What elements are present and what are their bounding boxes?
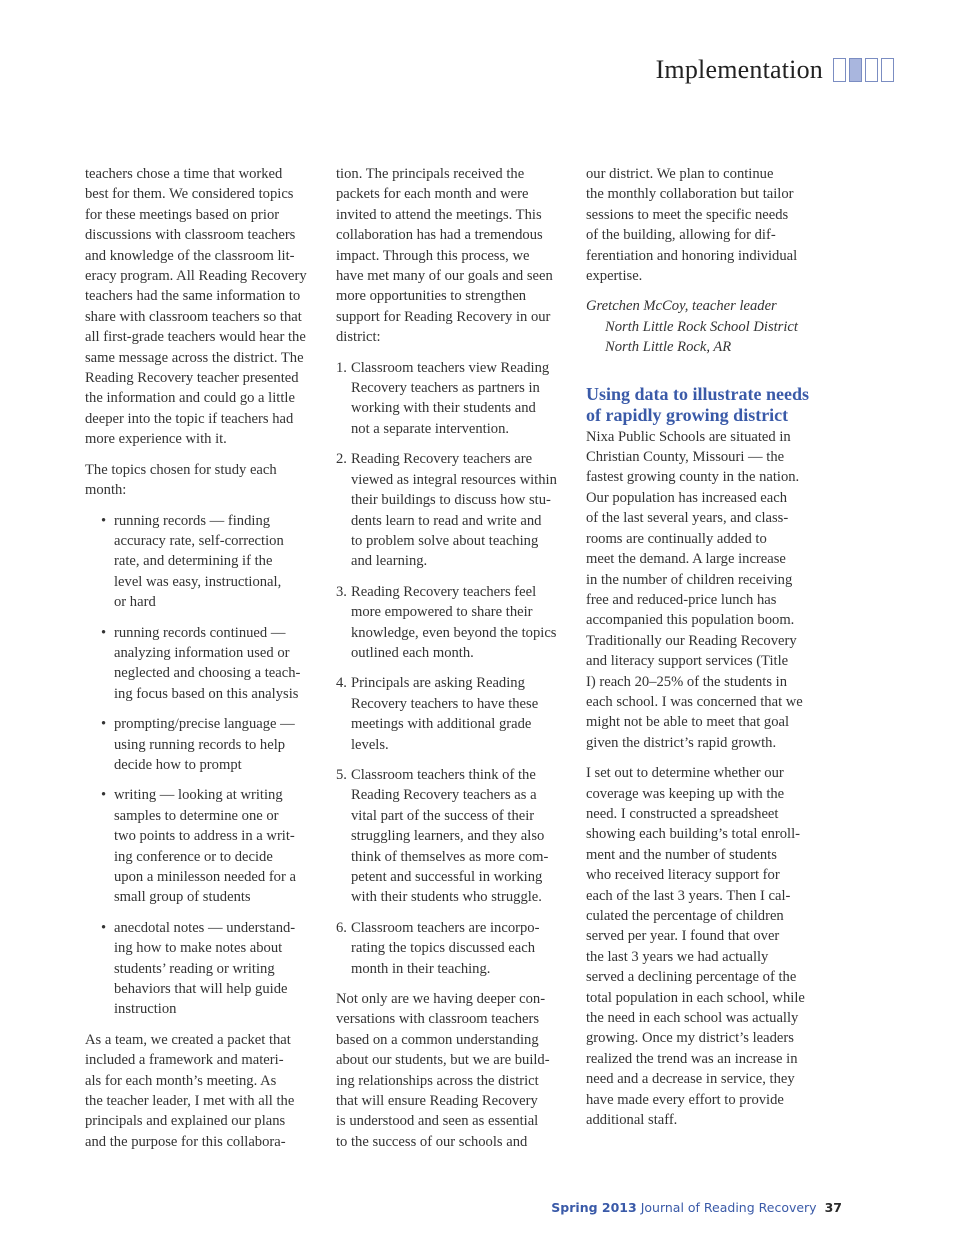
list-item — [336, 449, 572, 571]
list-number: 6. — [336, 919, 347, 936]
list-item — [336, 673, 572, 755]
marker-box — [881, 58, 894, 82]
marker-box — [865, 58, 878, 82]
list-item — [336, 918, 572, 979]
list-item-text: running records continued — analyzing information used or neglected and choosing a teach- ing focus based on this analysis — [114, 624, 301, 702]
list-number: 1. — [336, 359, 347, 376]
page-footer — [551, 1200, 842, 1215]
paragraph: Not only are we having deeper con- versations with classroom teachers based on a common understanding about our students, but we are build- ing relationships across the district that will ensure Reading Recovery is understood and seen as essential to the success of our schools and — [336, 991, 550, 1150]
bullet-icon: • — [101, 624, 107, 641]
list-item — [85, 714, 321, 775]
list-number: 5. — [336, 766, 347, 783]
bullet-icon: • — [101, 787, 107, 804]
paragraph: Nixa Public Schools are situated in Christian County, Missouri — the fastest growing county in the nation. Our population has increased each of the last several years, and class- rooms are continually added to meet the demand. A large increase in the number of children receiving free and reduced-price lunch has accompanied this population boom. Traditionally our Reading Recovery and literacy support services (Title I) reach 20–25% of the students in each school. I was concerned that we might not be able to meet that goal given the district’s rapid growth. — [586, 428, 803, 751]
paragraph: tion. The principals received the packets for each month and were invited to attend the meetings. This collaboration has had a tremendous impact. Through this process, we have met many of our goals and seen more opportunities to strengthen support for Reading Recovery in our district: — [336, 166, 553, 346]
list-item-text: Classroom teachers are incorpo- rating the topics discussed each month in their teaching. — [351, 919, 540, 977]
author-name: Gretchen McCoy, teacher leader — [586, 298, 777, 315]
marker-box-filled — [849, 58, 862, 82]
bullet-icon: • — [101, 919, 107, 936]
section-subheading: Using data to illustrate needs of rapidly growing district — [586, 383, 810, 426]
list-item — [336, 358, 572, 440]
author-district: North Little Rock School District — [605, 318, 798, 335]
bullet-icon: • — [101, 716, 107, 733]
list-number: 4. — [336, 675, 347, 692]
journal-name: Journal of Reading Recovery — [640, 1200, 817, 1215]
paragraph: The topics chosen for study each month: — [85, 461, 277, 499]
list-item-text: Classroom teachers view Reading Recovery teachers as partners in working with their students and not a separate intervention. — [351, 359, 550, 437]
topics-list — [85, 511, 321, 1020]
list-item — [336, 582, 572, 664]
list-item — [85, 623, 321, 705]
issue-season: Spring 2013 — [551, 1200, 637, 1215]
list-number: 3. — [336, 583, 347, 600]
paragraph: our district. We plan to continue the monthly collaboration but tailor sessions to meet the specific needs of the building, allowing for dif- ferentiation and honoring individual expertise. — [586, 166, 798, 285]
section-marker-icon — [833, 58, 894, 82]
marker-box — [833, 58, 846, 82]
list-item-text: Reading Recovery teachers are viewed as integral resources within their buildings to discuss how stu- dents learn to read and write and to problem solve about teaching and learning. — [351, 451, 557, 570]
list-item-text: Reading Recovery teachers feel more empowered to share their knowledge, even beyond the topics outlined each month. — [351, 583, 557, 661]
author-signature — [586, 296, 822, 357]
section-title: Implementation — [655, 55, 823, 84]
list-item-text: Classroom teachers think of the Reading Recovery teachers as a vital part of the success of their struggling learners, and they also think of themselves as more com- petent and successful in working with their students who struggle. — [351, 766, 549, 906]
column-2 — [336, 164, 572, 1152]
list-item — [85, 785, 321, 907]
list-item — [336, 765, 572, 908]
list-number: 2. — [336, 451, 347, 468]
author-location: North Little Rock, AR — [605, 339, 732, 356]
column-3 — [586, 164, 822, 1130]
bullet-icon: • — [101, 512, 107, 529]
running-header — [656, 52, 894, 88]
list-item-text: writing — looking at writing samples to determine one or two points to address in a writ- ing conference or to decide upon a minilesson needed for a small group of students — [114, 787, 296, 906]
list-item — [85, 918, 321, 1020]
list-item — [85, 511, 321, 613]
paragraph: As a team, we created a packet that included a framework and materi- als for each month’s meeting. As the teacher leader, I met with all the principals and explained our plans and the purpose for this collabora- — [85, 1031, 295, 1150]
list-item-text: Principals are asking Reading Recovery teachers to have these meetings with additional grade levels. — [351, 675, 539, 753]
outcomes-list — [336, 358, 572, 979]
column-1 — [85, 164, 321, 1152]
page-number: 37 — [824, 1200, 842, 1215]
list-item-text: prompting/precise language — using running records to help decide how to prompt — [114, 716, 295, 773]
list-item-text: anecdotal notes — understand- ing how to make notes about students’ reading or writing behaviors that will help guide instruction — [114, 919, 296, 1018]
paragraph: I set out to determine whether our coverage was keeping up with the need. I constructed a spreadsheet showing each building’s total enroll- ment and the number of students who received literacy support for each of the last 3 years. Then I cal- culated the percentage of children served per year. I found that over the last 3 years we had actually served a declining percentage of the total population in each school, while the need in each school was actually growing. Once my district’s leaders realized the trend was an increase in need and a decrease in service, they have made every effort to provide additional staff. — [586, 765, 805, 1129]
paragraph: teachers chose a time that worked best for them. We considered topics for these meetings based on prior discussions with classroom teachers and knowledge of the classroom lit- eracy program. All Reading Recovery teachers had the same information to share with classroom teachers so that all first-grade teachers would hear the same message across the district. The Reading Recovery teacher presented the information and could go a little deeper into the topic if teachers had more experience with it. — [85, 166, 307, 448]
list-item-text: running records — finding accuracy rate, self-correction rate, and determining if the level was easy, instructional, or hard — [114, 512, 284, 611]
